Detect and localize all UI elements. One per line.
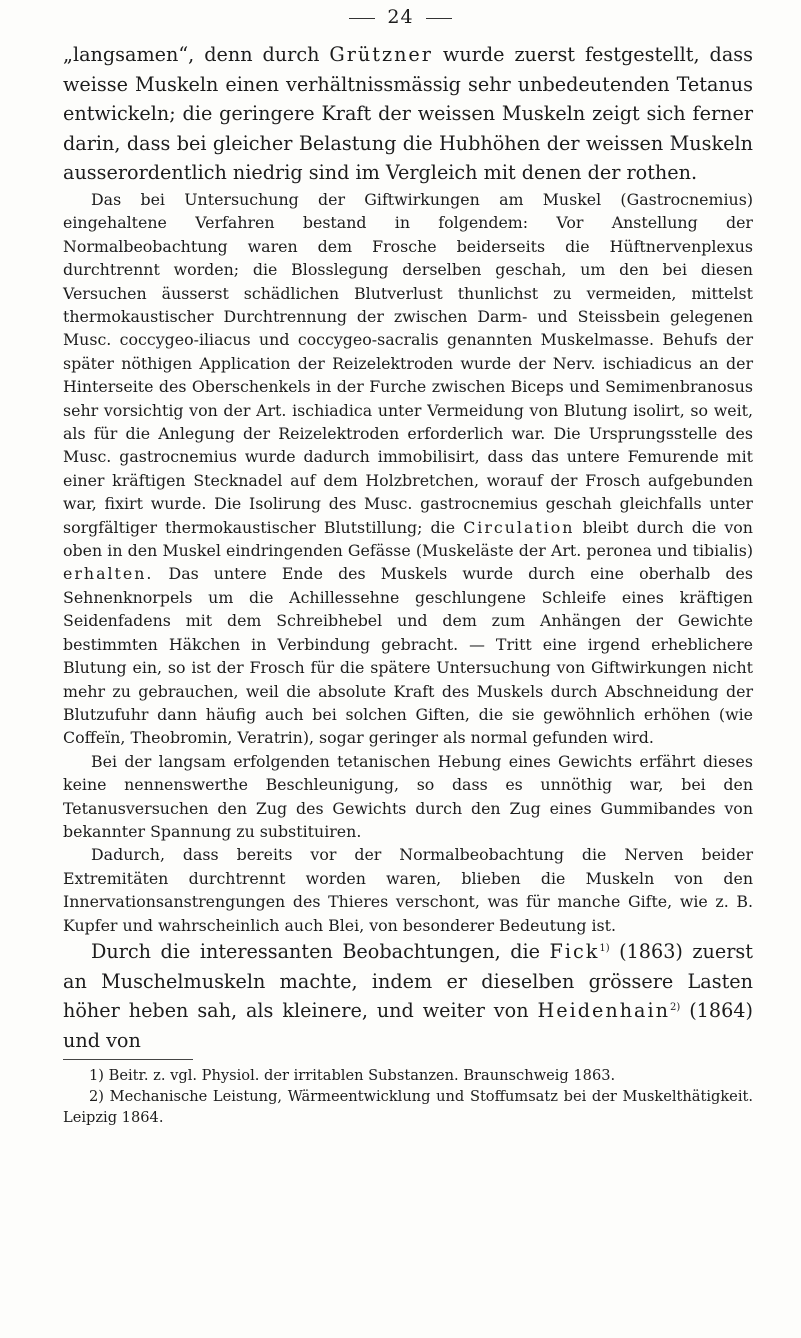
footnotes (63, 1065, 753, 1128)
page-number-text: 24 (387, 6, 414, 28)
paragraph-1-start: „langsamen“, denn durch (63, 43, 320, 66)
emphasis-circulation: Circulation (463, 517, 575, 537)
page-number-dash-right (426, 18, 452, 19)
footnote-1: 1) Beitr. z. vgl. Physiol. der irritablen Substanzen. Braunschweig 1863. (89, 1067, 616, 1085)
main-text (63, 40, 753, 1128)
paragraph-1 (63, 40, 753, 188)
paragraph-2-part-b: bleibt durch die von oben in den Muskel eindringenden Gefässe (Muskeläste der Art. peronea und tibialis) (63, 517, 753, 561)
author-fick: Fick (549, 939, 600, 963)
paragraph-2-part-a: Das bei Untersuchung der Giftwirkungen am Muskel (Gastrocnemius) eingehaltene Verfahren bestand in folgendem: Vor Anstellung der Normalbeobachtung waren dem Frosche beiderseits die Hüftnervenplexus durchtrennt worden; die Blosslegung derselben geschah, um den bei diesen Versuchen äusserst schädlichen Blutverlust thunlichst zu vermeiden, mittelst thermokaustischer Durchtrennung der zwischen Darm- und Steissbein gelegenen Musc. coccygeo-iliacus und coccygeo-sacralis genannten Muskelmasse. Behufs der später nöthigen Application der Reizelektroden wurde der Nerv. ischiadicus an der Hinterseite des Oberschenkels in der Furche zwischen Biceps und Semimenbranosus sehr vorsichtig von der Art. ischiadica unter Vermeidung von Blutung isolirt, so weit, als für die Anlegung der Reizelektroden erforderlich war. Die Ursprungsstelle des Musc. gastrocnemius wurde dadurch immobilisirt, dass das untere Femurende mit einer kräftigen Stecknadel auf dem Holzbretchen, worauf der Frosch aufgebunden war, fixirt wurde. Die Isolirung des Musc. gastrocnemius geschah gleichfalls unter sorgfältiger thermokaustischer Blutstillung; die (63, 189, 753, 537)
paragraph-2-part-c: Das untere Ende des Muskels wurde durch eine oberhalb des Sehnenknorpels um die Achillessehne geschlungene Schleife eines kräftigen Seidenfadens mit dem Schreibhebel und dem zum Anhängen der Gewichte bestimmten Häkchen in Verbindung gebracht. — Tritt eine irgend erheblichere Blutung ein, so ist der Frosch für die spätere Untersuchung von Giftwirkungen nicht mehr zu gebrauchen, weil die absolute Kraft des Muskels durch Abschneidung der Blutzufuhr dann häufig auch bei solchen Giften, die sie gewöhnlich erhöhen (wie Coffeïn, Theobromin, Veratrin), sogar geringer als normal gefunden wird. (63, 564, 753, 748)
paragraph-4: Dadurch, dass bereits vor der Normalbeobachtung die Nerven beider Extremitäten durchtrennt worden waren, blieben die Muskeln von den Innervationsanstrengungen des Thieres verschont, was für manche Gifte, wie z. B. Kupfer und wahrscheinlich auch Blei, von besonderer Bedeutung ist. (63, 845, 753, 935)
paragraph-5-part-b: (1863) zuerst an Muschelmuskeln machte, indem er dieselben grössere Lasten höher heben sah, als kleinere, und weiter von (63, 939, 753, 1023)
footnote-divider (63, 1059, 193, 1060)
paragraph-5 (63, 937, 753, 1055)
paragraph-2 (63, 188, 753, 750)
paragraph-5-part-a: Durch die interessanten Beobachtungen, die (91, 939, 540, 963)
author-gruetzner: Grützner (329, 43, 433, 66)
emphasis-erhalten: erhalten. (63, 564, 154, 584)
footnote-2: 2) Mechanische Leistung, Wärmeentwicklung und Stoffumsatz bei der Muskelthätigkeit. Leipzig 1864. (63, 1088, 753, 1127)
footnote-ref-2[interactable]: 2) (670, 1002, 681, 1014)
page-number-dash-left (349, 18, 375, 19)
page-number (0, 6, 801, 28)
footnote-ref-1[interactable]: 1) (599, 942, 610, 954)
paragraph-3: Bei der langsam erfolgenden tetanischen Hebung eines Gewichts erfährt dieses keine nennenswerthe Beschleunigung, so dass es unnöthig war, bei den Tetanusversuchen den Zug des Gewichts durch den Zug eines Gummibandes von bekannter Spannung zu substituiren. (63, 751, 753, 841)
paragraph-1-rest: wurde zuerst festgestellt, dass weisse Muskeln einen verhältnissmässig sehr unbedeutenden Tetanus entwickeln; die geringere Kraft der weissen Muskeln zeigt sich ferner darin, dass bei gleicher Belastung die Hubhöhen der weissen Muskeln ausserordentlich niedrig sind im Vergleich mit denen der rothen. (63, 43, 753, 185)
author-heidenhain: Heidenhain (537, 999, 670, 1023)
paragraph-5-part-c: (1864) und von (63, 999, 753, 1052)
